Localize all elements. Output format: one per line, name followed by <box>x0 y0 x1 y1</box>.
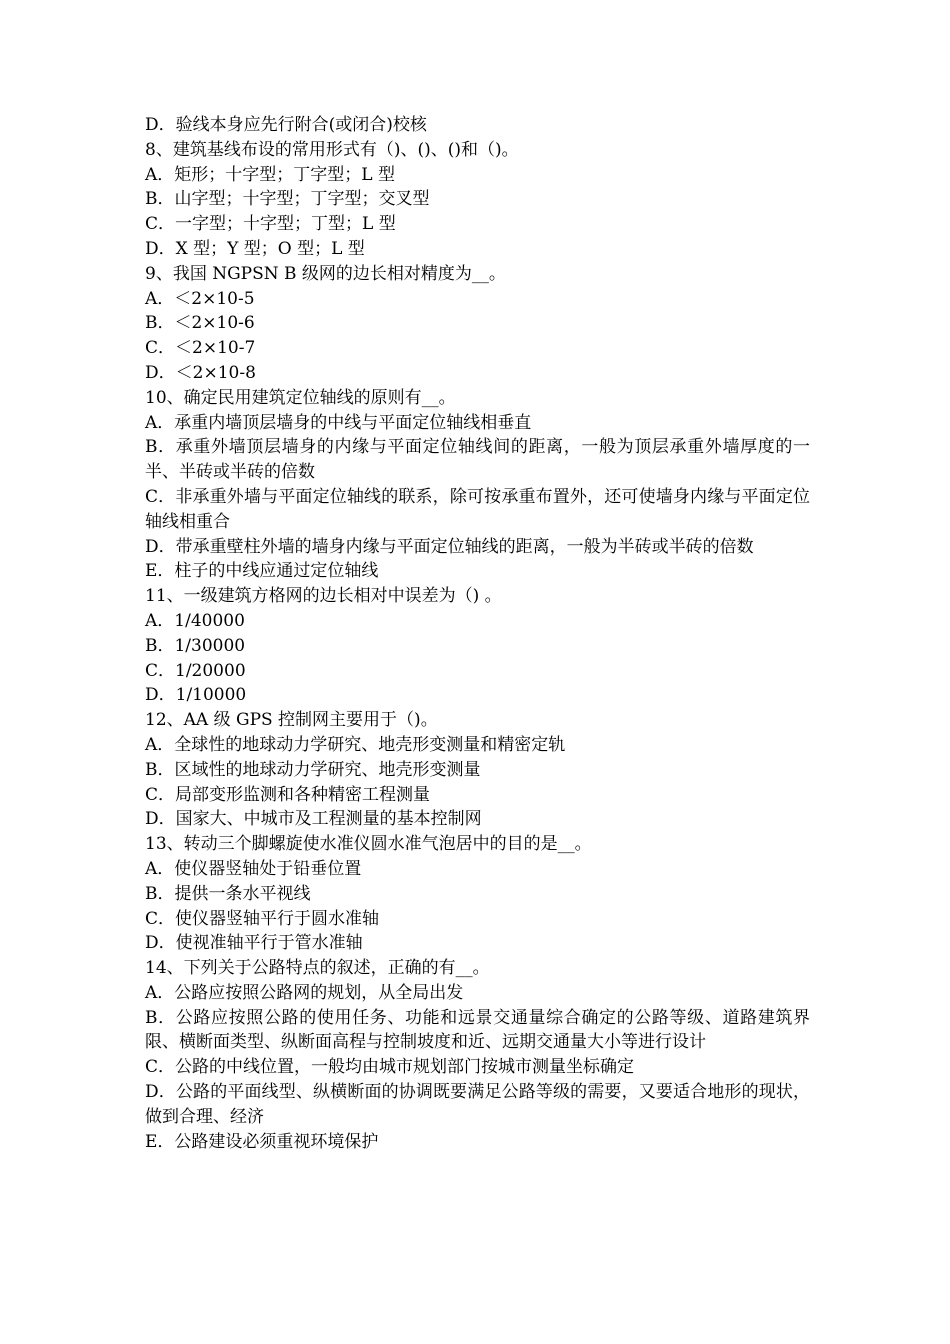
option-line: B．承重外墙顶层墙身的内缘与平面定位轴线间的距离，一般为顶层承重外墙厚度的一半、半砖或半砖的倍数 <box>145 437 810 483</box>
option-line: C．1/20000 <box>145 660 246 681</box>
option-line: C．非承重外墙与平面定位轴线的联系，除可按承重布置外，还可使墙身内缘与平面定位轴线相重合 <box>145 486 810 532</box>
option-line: D．X 型；Y 型；O 型；L 型 <box>145 238 365 259</box>
option-line: A．1/40000 <box>145 610 245 631</box>
option-line: B．1/30000 <box>145 635 246 656</box>
option-line: D．1/10000 <box>145 685 247 706</box>
option-line: A．公路应按照公路网的规划，从全局出发 <box>145 982 464 1003</box>
option-line: D．验线本身应先行附合(或闭合)校核 <box>145 115 427 135</box>
option-line: D．国家大、中城市及工程测量的基本控制网 <box>145 809 482 830</box>
option-line: A．矩形；十字型；丁字型；L 型 <box>145 164 395 185</box>
option-line: A．承重内墙顶层墙身的中线与平面定位轴线相垂直 <box>145 412 532 433</box>
option-line: C．＜2×10-7 <box>145 338 256 359</box>
question-line: 11、一级建筑方格网的边长相对中误差为（) 。 <box>145 586 502 607</box>
option-line: D．公路的平面线型、纵横断面的协调既要满足公路等级的需要，又要适合地形的现状，做到合理、经济 <box>145 1082 810 1127</box>
option-line: D．带承重壁柱外墙的墙身内缘与平面定位轴线的距离，一般为半砖或半砖的倍数 <box>145 536 754 557</box>
option-line: D．使视准轴平行于管水准轴 <box>145 933 363 954</box>
question-line: 13、转动三个脚螺旋使水准仪圆水准气泡居中的目的是__。 <box>145 834 592 855</box>
option-line: C．公路的中线位置，一般均由城市规划部门按城市测量坐标确定 <box>145 1057 635 1078</box>
option-line: A．全球性的地球动力学研究、地壳形变测量和精密定轨 <box>145 734 566 755</box>
option-line: E．公路建设必须重视环境保护 <box>145 1131 379 1152</box>
option-line: C．局部变形监测和各种精密工程测量 <box>145 784 431 805</box>
option-line: C．使仪器竖轴平行于圆水准轴 <box>145 908 380 929</box>
question-line: 10、确定民用建筑定位轴线的原则有__。 <box>145 387 456 408</box>
question-line: 8、建筑基线布设的常用形式有（)、()、()和（)。 <box>145 139 519 160</box>
question-line: 14、下列关于公路特点的叙述，正确的有__。 <box>145 958 490 979</box>
option-line: B．＜2×10-6 <box>145 313 255 334</box>
option-line: B．区域性的地球动力学研究、地壳形变测量 <box>145 759 481 780</box>
option-line: A．＜2×10-5 <box>145 288 255 309</box>
option-line: D．＜2×10-8 <box>145 362 256 383</box>
document-body <box>145 113 810 1154</box>
option-line: C．一字型；十字型；丁型；L 型 <box>145 214 396 235</box>
option-line: E．柱子的中线应通过定位轴线 <box>145 561 379 582</box>
question-line: 12、AA 级 GPS 控制网主要用于（)。 <box>145 710 438 731</box>
option-line: B．提供一条水平视线 <box>145 883 311 904</box>
question-line: 9、我国 NGPSN B 级网的边长相对精度为__。 <box>145 263 506 284</box>
option-line: A．使仪器竖轴处于铅垂位置 <box>145 858 362 879</box>
option-line: B．公路应按照公路的使用任务、功能和远景交通量综合确定的公路等级、道路建筑界限、横断面类型、纵断面高程与控制坡度和近、远期交通量大小等进行设计 <box>145 1007 810 1053</box>
option-line: B．山字型；十字型；丁字型；交叉型 <box>145 189 430 210</box>
